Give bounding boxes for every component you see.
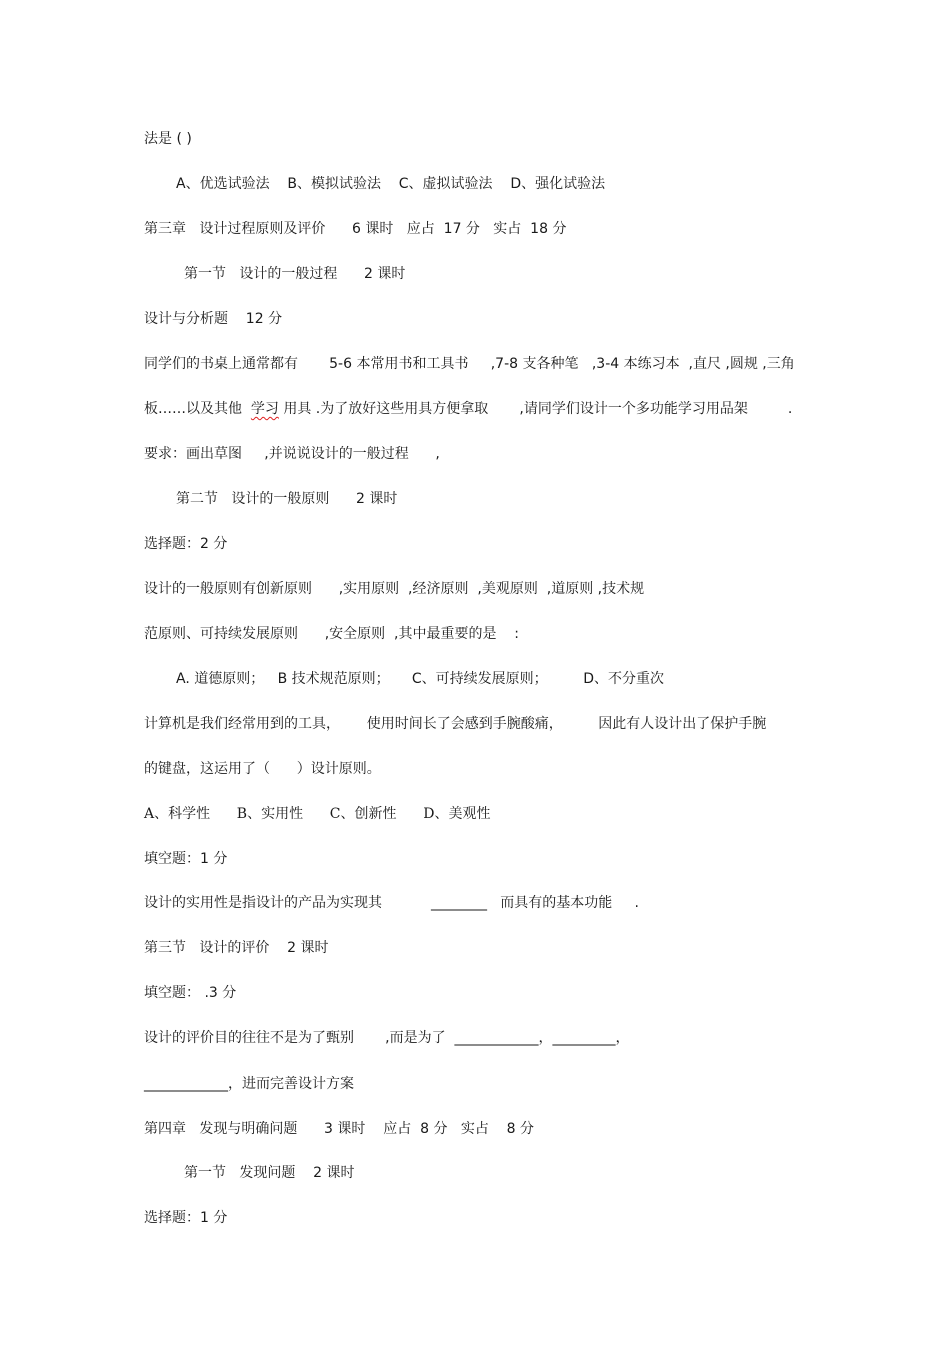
question-text: 的键盘，这运用了（ ）设计原则。 [144, 761, 381, 777]
question-tail: 法是 ( ) [144, 131, 192, 147]
question-type: 填空题： .3 分 [144, 985, 237, 1001]
answer-options: A. 道德原则； B 技术规范原则； C、可持续发展原则； D、不分重次 [176, 671, 665, 687]
answer-options: A、科学性 B、实用性 C、创新性 D、美观性 [144, 806, 491, 822]
spellcheck-marked-word: 学习 [250, 401, 279, 417]
question-text: 同学们的书桌上通常都有 5-6 本常用书和工具书 ,7-8 支各种笔 ,3-4 本练习本 ,直尺 ,圆规 ,三角 [144, 356, 795, 372]
question-type: 选择题：1 分 [144, 1210, 228, 1226]
question-text: 设计的实用性是指设计的产品为实现其 ________ 而具有的基本功能 . [144, 895, 640, 911]
question-text: 设计的评价目的往往不是为了甄别 ,而是为了 ____________，_________， [144, 1030, 630, 1046]
question-type: 选择题：2 分 [144, 536, 228, 552]
question-text: 范原则、可持续发展原则 ,安全原则 ,其中最重要的是 : [144, 626, 520, 642]
answer-options: A、优选试验法 B、模拟试验法 C、虚拟试验法 D、强化试验法 [176, 176, 606, 192]
text-segment: 用具 .为了放好这些用具方便拿取 ,请同学们设计一个多功能学习用品架 . [278, 401, 793, 417]
question-text: 设计的一般原则有创新原则 ,实用原则 ,经济原则 ,美观原则 ,道原则 ,技术规 [144, 581, 645, 597]
section-heading: 第三节 设计的评价 2 课时 [144, 940, 329, 956]
question-text: ____________，进而完善设计方案 [144, 1076, 354, 1092]
section-heading: 第一节 发现问题 2 课时 [184, 1165, 355, 1181]
section-heading: 第二节 设计的一般原则 2 课时 [176, 491, 398, 507]
chapter-heading: 第三章 设计过程原则及评价 6 课时 应占 17 分 实占 18 分 [144, 221, 567, 237]
question-requirement: 要求：画出草图 ,并说说设计的一般过程 , [144, 446, 440, 462]
question-type: 填空题：1 分 [144, 851, 228, 867]
question-text [144, 400, 792, 418]
chapter-heading: 第四章 发现与明确问题 3 课时 应占 8 分 实占 8 分 [144, 1121, 534, 1137]
question-type: 设计与分析题 12 分 [144, 311, 283, 327]
question-text: 计算机是我们经常用到的工具， 使用时间长了会感到手腕酸痛， 因此有人设计出了保护手腕 [144, 716, 767, 732]
section-heading: 第一节 设计的一般过程 2 课时 [184, 266, 406, 282]
text-segment: 板……以及其他 [144, 401, 251, 417]
